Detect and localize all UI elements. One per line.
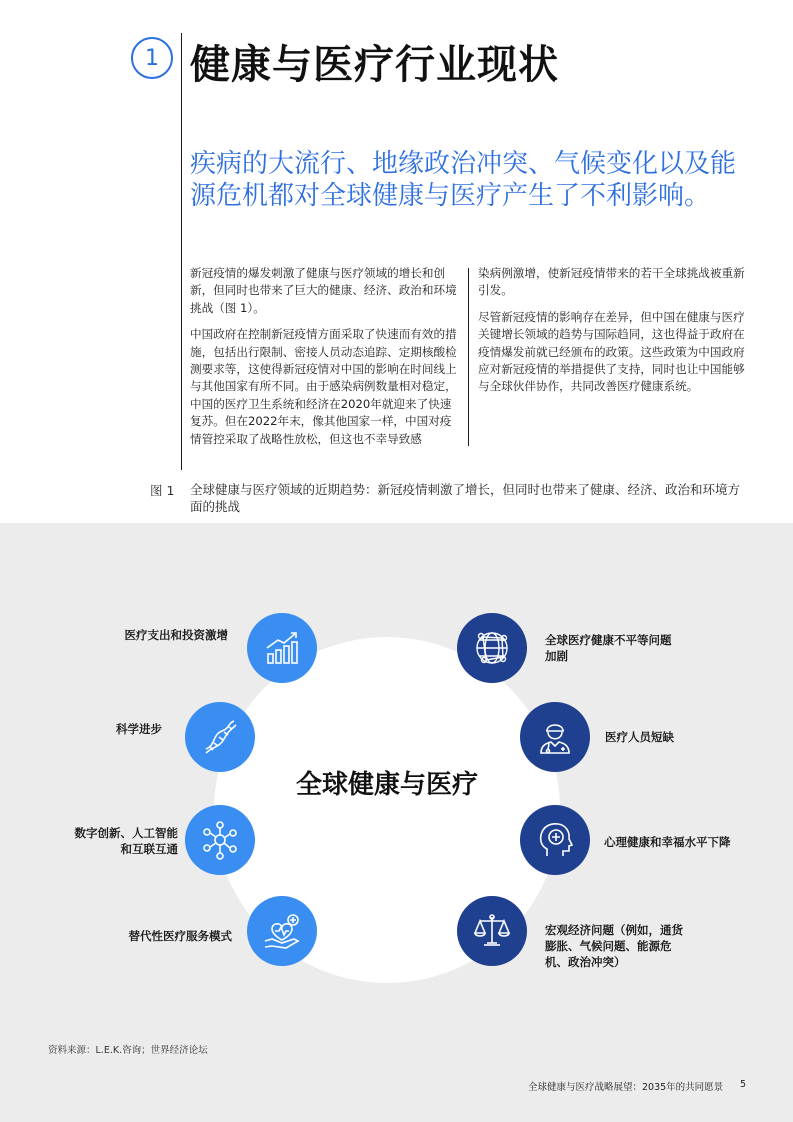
body-column-1 [190,265,460,457]
head-mind-icon [520,805,590,875]
doctor-icon [520,702,590,772]
label-mental-health: 心理健康和幸福水平下降 [604,835,731,849]
hand-heart-icon [247,896,317,966]
lead-paragraph: 疾病的大流行、地缘政治冲突、气候变化以及能源危机都对全球健康与医疗产生了不利影响。 [190,149,737,211]
label-global-inequality: 全球医疗健康不平等问题加剧 [545,633,672,663]
chapter-number-badge: 1 [131,37,173,79]
paragraph: 尽管新冠疫情的影响存在差异，但中国在健康与医疗关键增长领域的趋势与国际趋同，这也得益于政府在疫情爆发前就已经颁布的政策。这些政策为中国政府应对新冠疫情的举措提供了支持，同时也让中国能够与全球伙伴协作，共同改善医疗健康系统。 [478,309,745,394]
page-title: 健康与医疗行业现状 [190,42,559,88]
globe-network-icon [457,613,527,683]
network-nodes-icon [185,805,255,875]
column-divider [468,268,469,446]
label-scientific-progress: 科学进步 [116,722,162,736]
body-column-2 [478,265,748,405]
paragraph: 新冠疫情的爆发刺激了健康与医疗领域的增长和创新，但同时也带来了巨大的健康、经济、政治和环境挑战（图 1）。 [190,266,457,315]
label-digital-innovation: 数字创新、人工智能和互联互通 [74,826,178,856]
figure-caption: 全球健康与医疗领域的近期趋势：新冠疫情刺激了增长，但同时也带来了健康、经济、政治和环境方面的挑战 [190,482,741,514]
label-staff-shortage: 医疗人员短缺 [605,730,674,744]
paragraph: 中国政府在控制新冠疫情方面采取了快速而有效的措施，包括出行限制、密接人员动态追踪、定期核酸检测要求等，这使得新冠疫情对中国的影响在时间线上与其他国家有所不同。由于感染病例数量相对稳定，中国的医疗卫生系统和经济在2020年就迎来了快速复苏。但在2022年末，像其他国家一样，中国对疫情管控采取了战略性放松，但这也不幸导致感 [190,327,457,446]
bar-chart-growth-icon [247,613,317,683]
paragraph: 染病例激增，使新冠疫情带来的若干全球挑战被重新引发。 [478,266,745,298]
label-alternative-care: 替代性医疗服务模式 [128,929,232,943]
scales-icon [457,896,527,966]
center-label: 全球健康与医疗 [295,770,478,800]
vertical-divider [181,33,182,470]
label-macroeconomic-issues: 宏观经济问题（例如，通货膨胀、气候问题、能源危机、政治冲突） [545,923,683,969]
source-note: 资料来源：L.E.K.咨询；世界经济论坛 [48,1045,208,1056]
page-number: 5 [740,1079,747,1090]
figure-label: 图 1 [150,483,175,498]
dna-icon [185,702,255,772]
footer-title: 全球健康与医疗战略展望：2035年的共同愿景 [528,1082,724,1093]
label-healthcare-spending: 医疗支出和投资激增 [124,628,228,642]
